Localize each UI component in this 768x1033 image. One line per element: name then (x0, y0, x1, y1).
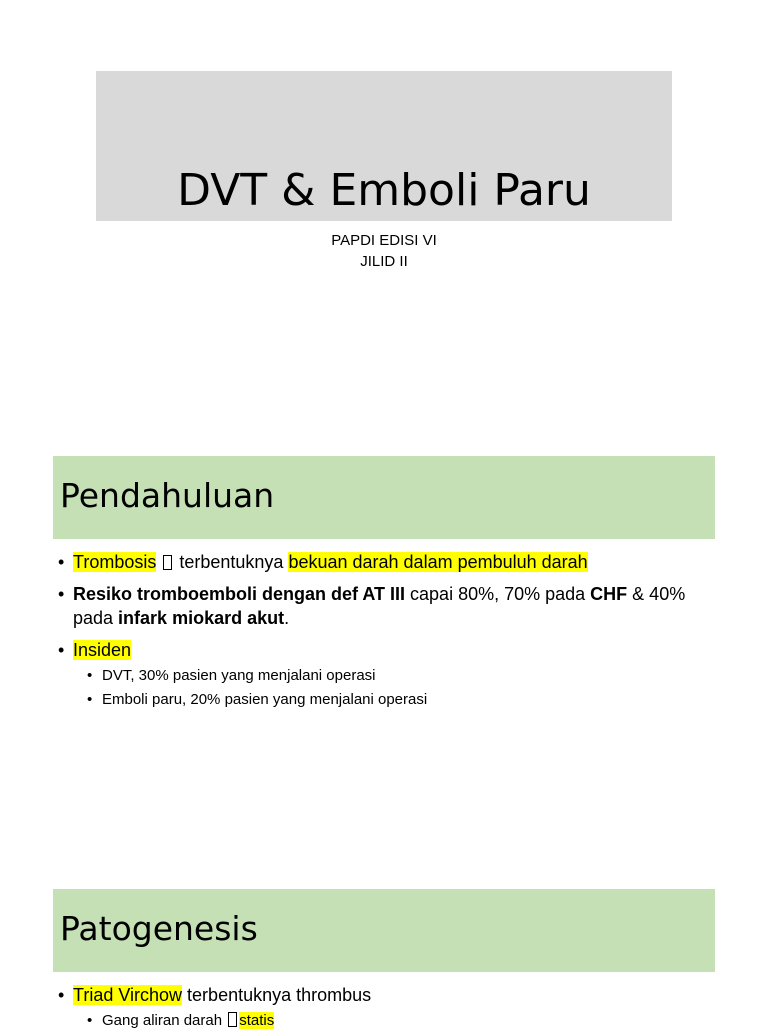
subtitle-line-1: PAPDI EDISI VI (331, 232, 437, 249)
bullet-text: terbentuknya (174, 552, 289, 572)
bullet-item (58, 550, 708, 574)
arrow-icon (163, 555, 172, 570)
bullet-item (58, 582, 708, 630)
sub-bullet-item: • Emboli paru, 20% pasien yang menjalani operasi (58, 688, 708, 712)
bold-text: infark miokard akut (118, 608, 285, 628)
section-heading: Patogenesis (60, 909, 258, 948)
bullet-text: & 40% pada (73, 584, 686, 628)
bullet-text: Gang aliran darah (102, 1012, 227, 1029)
highlighted-term: Trombosis (73, 552, 157, 572)
slide-title-text: DVT & Emboli Paru (177, 165, 591, 216)
highlighted-term: Triad Virchow (73, 985, 183, 1005)
bullet-item (58, 638, 708, 662)
bold-text: CHF (590, 584, 628, 604)
bullet-text: capai 80%, 70% pada (405, 584, 591, 604)
highlighted-term: Insiden (73, 640, 132, 660)
subtitle-line-2: JILID II (360, 253, 408, 270)
arrow-icon (228, 1012, 237, 1027)
highlighted-term: bekuan darah dalam pembuluh darah (288, 552, 588, 572)
highlighted-term: statis (239, 1012, 275, 1029)
section-header-band (53, 456, 715, 539)
bullet-text: . (284, 608, 290, 628)
sub-bullet-item (58, 1009, 708, 1033)
bullet-list (58, 550, 708, 712)
bullet-text: terbentuknya thrombus (182, 985, 372, 1005)
section-heading: Pendahuluan (60, 476, 275, 515)
slide-subtitle (0, 230, 768, 272)
bullet-item (58, 983, 708, 1007)
bullet-list (58, 983, 708, 1033)
sub-bullet-item: • DVT, 30% pasien yang menjalani operasi (58, 664, 708, 688)
section-header-band (53, 889, 715, 972)
bold-text: Resiko tromboemboli dengan def AT III (73, 584, 406, 604)
